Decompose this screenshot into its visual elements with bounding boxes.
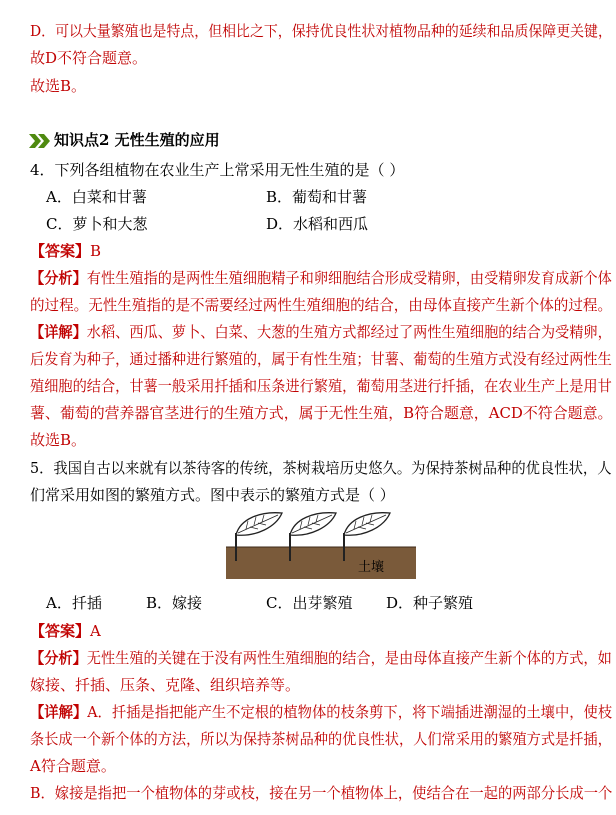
q5-detail-line2: 条长成一个新个体的方法，所以为保持茶树品种的优良性状，人们常采用的繁殖方式是扦插， [30,730,612,748]
q5-option-b-explanation: B．嫁接是指把一个植物体的芽或枝，接在另一个植物体上，使结合在一起的两部分长成一个 [30,784,613,802]
q5-detail-line1 [30,701,612,723]
q5-stem-line2: 们常采用如图的繁殖方式。图中表示的繁殖方式是（ ） [30,486,395,504]
q5-stem-line1: 5．我国自古以来就有以茶待客的传统，茶树栽培历史悠久。为保持茶树品种的优良性状，人 [30,459,612,477]
answer-value: A [90,622,101,640]
q4-option-d: D．水稻和西瓜 [266,215,369,233]
double-chevron-icon [29,134,51,148]
prev-d-line2: 故D不符合题意。 [30,49,148,67]
soil-label: 土壤 [358,560,385,575]
q5-analysis-line1 [30,647,612,669]
analysis-text: 无性生殖的关键在于没有两性生殖细胞的结合，是由母体直接产生新个体的方式，如 [86,649,612,667]
q4-detail-line1 [30,321,612,343]
analysis-tag: 【分析】 [30,649,87,667]
soil-block [226,547,416,579]
q4-option-a: A．白菜和甘薯 [46,188,147,206]
q5-option-a: A．扦插 [46,594,102,612]
q4-option-c: C．萝卜和大葱 [46,215,148,233]
detail-tag: 【详解】 [30,703,88,721]
q5-option-d: D．种子繁殖 [386,594,474,612]
answer-tag: 【答案】 [30,242,91,260]
detail-tag: 【详解】 [30,323,87,341]
q5-detail-line3: A符合题意。 [30,757,116,775]
q4-detail-line4: 薯、葡萄的营养器官茎进行的生殖方式，属于无性生殖，B符合题意，ACD不符合题意。 [30,404,613,422]
answer-value: B [90,242,102,260]
answer-tag: 【答案】 [30,622,91,640]
detail-text: A．扦插是指把能产生不定根的植物体的枝条剪下，将下端插进潮湿的土壤中，使枝 [87,703,613,721]
q4-option-b: B．葡萄和甘薯 [266,188,368,206]
prev-conclusion: 故选B。 [30,77,87,95]
q4-detail-line3: 殖细胞的结合，甘薯一般采用扦插和压条进行繁殖，葡萄用茎进行扦插，在农业生产上是用甘 [30,377,612,395]
analysis-text: 有性生殖指的是两性生殖细胞精子和卵细胞结合形成受精卵，由受精卵发育成新个体 [86,269,612,287]
q5-answer [30,620,101,642]
q4-conclusion: 故选B。 [30,431,87,449]
q4-detail-line2: 后发育为种子，通过播种进行繁殖的，属于有性生殖；甘薯、葡萄的生殖方式没有经过两性生 [30,350,612,368]
q5-option-c: C．出芽繁殖 [266,594,353,612]
q4-analysis-line2: 的过程。无性生殖指的是不需要经过两性生殖细胞的结合，由母体直接产生新个体的过程。 [30,296,613,314]
prev-d-line1: D．可以大量繁殖也是特点，但相比之下，保持优良性状对植物品种的延续和品质保障更关键， [30,22,612,40]
knowledge-point-title: 知识点2 无性生殖的应用 [54,131,220,149]
q4-stem: 4．下列各组植物在农业生产上常采用无性生殖的是（ ） [30,161,405,179]
cutting-figure [226,509,416,579]
analysis-tag: 【分析】 [30,269,87,287]
q5-option-b: B．嫁接 [146,594,203,612]
q4-analysis-line1 [30,267,612,289]
detail-text: 水稻、西瓜、萝卜、白菜、大葱的生殖方式都经过了两性生殖细胞的结合为受精卵， [86,323,612,341]
q4-answer [30,240,101,262]
q5-analysis-line2: 嫁接、扦插、压条、克隆、组织培养等。 [30,676,301,694]
